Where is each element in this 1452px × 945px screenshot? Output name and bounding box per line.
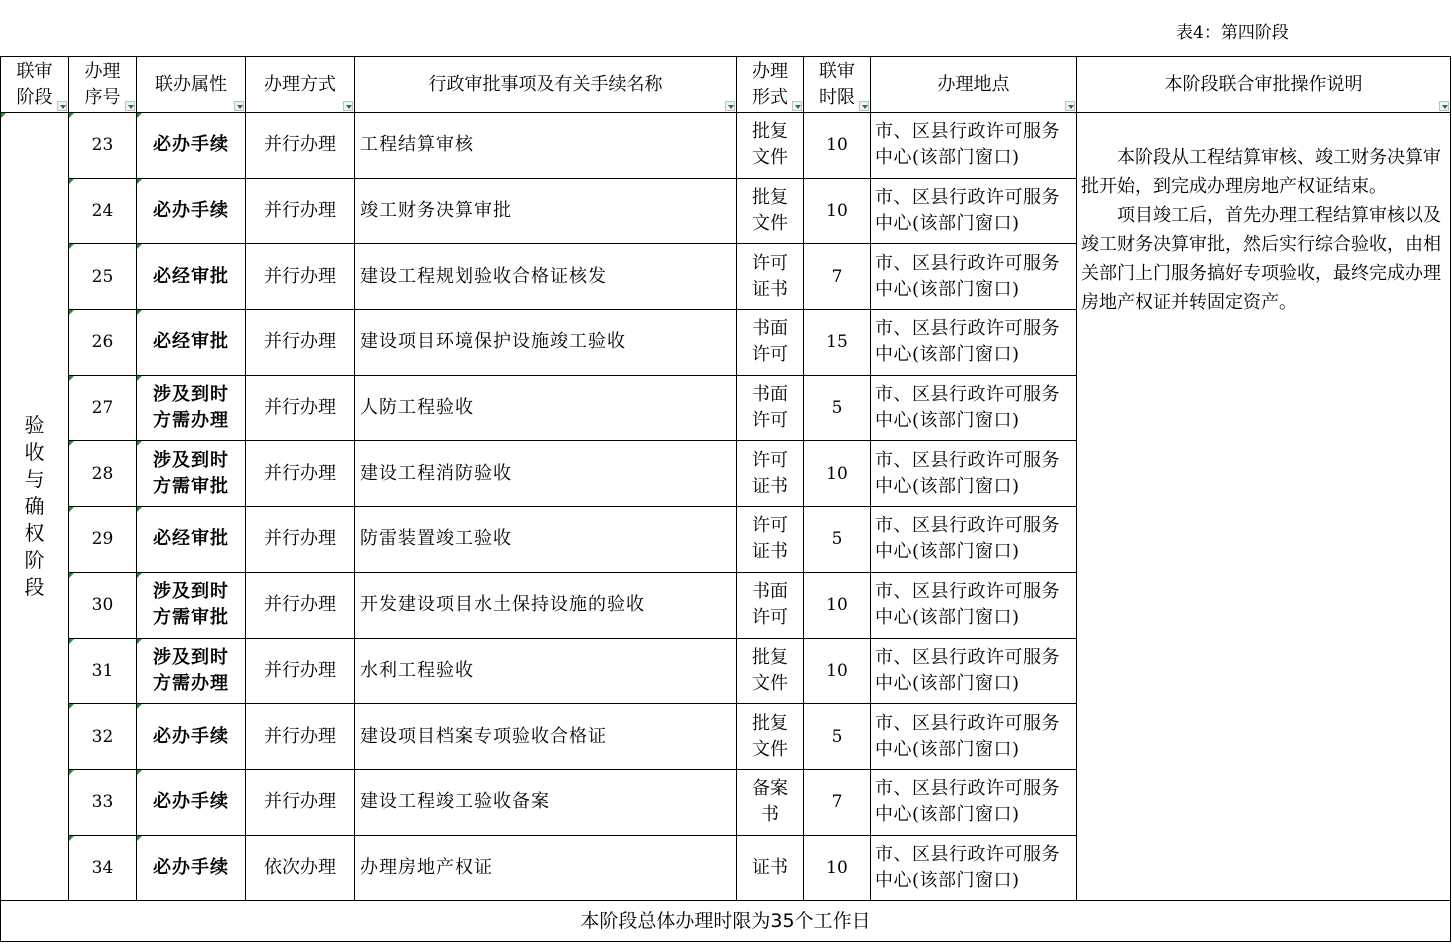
location-cell[interactable]: 市、区县行政许可服务中心(该部门窗口) xyxy=(871,638,1077,704)
attr-cell[interactable]: 必办手续 xyxy=(137,704,246,770)
attr-cell[interactable]: 涉及到时 方需审批 xyxy=(137,441,246,507)
attr-cell[interactable]: 必经审批 xyxy=(137,507,246,573)
form-cell[interactable]: 证书 xyxy=(737,835,804,901)
item-name-cell[interactable]: 建设工程竣工验收备案 xyxy=(355,769,737,835)
seq-cell[interactable]: 25 xyxy=(69,244,137,310)
item-name-cell[interactable]: 建设项目档案专项验收合格证 xyxy=(355,704,737,770)
location-cell[interactable]: 市、区县行政许可服务中心(该部门窗口) xyxy=(871,769,1077,835)
limit-cell[interactable]: 5 xyxy=(804,375,871,441)
seq-cell[interactable]: 33 xyxy=(69,769,137,835)
cell-marker-icon xyxy=(69,244,74,249)
method-cell[interactable]: 并行办理 xyxy=(246,310,355,376)
attr-cell[interactable]: 涉及到时 方需审批 xyxy=(137,572,246,638)
filter-dropdown-icon[interactable] xyxy=(1065,101,1075,111)
limit-cell[interactable]: 15 xyxy=(804,310,871,376)
cell-marker-icon xyxy=(1,113,6,118)
header-seq[interactable]: 办理 序号 xyxy=(69,57,137,113)
seq-cell[interactable]: 27 xyxy=(69,375,137,441)
total-time-limit[interactable]: 本阶段总体办理时限为35个工作日 xyxy=(1,901,1451,942)
form-cell[interactable]: 批复 文件 xyxy=(737,113,804,179)
filter-dropdown-icon[interactable] xyxy=(125,101,135,111)
header-form[interactable]: 办理 形式 xyxy=(737,57,804,113)
header-attr[interactable]: 联办属性 xyxy=(137,57,246,113)
filter-dropdown-icon[interactable] xyxy=(343,101,353,111)
item-name-cell[interactable]: 开发建设项目水土保持设施的验收 xyxy=(355,572,737,638)
seq-cell[interactable]: 31 xyxy=(69,638,137,704)
method-cell[interactable]: 依次办理 xyxy=(246,835,355,901)
footer-row xyxy=(1,901,1451,942)
cell-marker-icon xyxy=(137,507,142,512)
cell-marker-icon xyxy=(137,836,142,841)
method-cell[interactable]: 并行办理 xyxy=(246,507,355,573)
method-cell[interactable]: 并行办理 xyxy=(246,244,355,310)
approval-table xyxy=(0,56,1451,942)
filter-dropdown-icon[interactable] xyxy=(792,101,802,111)
cell-marker-icon xyxy=(137,179,142,184)
location-cell[interactable]: 市、区县行政许可服务中心(该部门窗口) xyxy=(871,572,1077,638)
attr-cell[interactable]: 必办手续 xyxy=(137,835,246,901)
attr-cell[interactable]: 必办手续 xyxy=(137,769,246,835)
seq-cell[interactable]: 24 xyxy=(69,178,137,244)
method-cell[interactable]: 并行办理 xyxy=(246,638,355,704)
seq-cell[interactable]: 26 xyxy=(69,310,137,376)
method-cell[interactable]: 并行办理 xyxy=(246,375,355,441)
form-cell[interactable]: 书面 许可 xyxy=(737,310,804,376)
item-name-cell[interactable]: 工程结算审核 xyxy=(355,113,737,179)
table-caption: 表4：第四阶段 xyxy=(1176,23,1289,43)
location-cell[interactable]: 市、区县行政许可服务中心(该部门窗口) xyxy=(871,113,1077,179)
header-location[interactable]: 办理地点 xyxy=(871,57,1077,113)
seq-cell[interactable]: 28 xyxy=(69,441,137,507)
form-cell[interactable]: 书面 许可 xyxy=(737,375,804,441)
location-cell[interactable]: 市、区县行政许可服务中心(该部门窗口) xyxy=(871,835,1077,901)
method-cell[interactable]: 并行办理 xyxy=(246,441,355,507)
attr-cell[interactable]: 必经审批 xyxy=(137,244,246,310)
cell-marker-icon xyxy=(137,441,142,446)
form-cell[interactable]: 批复 文件 xyxy=(737,704,804,770)
method-cell[interactable]: 并行办理 xyxy=(246,572,355,638)
location-cell[interactable]: 市、区县行政许可服务中心(该部门窗口) xyxy=(871,704,1077,770)
method-cell[interactable]: 并行办理 xyxy=(246,178,355,244)
location-cell[interactable]: 市、区县行政许可服务中心(该部门窗口) xyxy=(871,310,1077,376)
header-limit[interactable]: 联审 时限 xyxy=(804,57,871,113)
filter-dropdown-icon[interactable] xyxy=(1439,101,1449,111)
cell-marker-icon xyxy=(137,573,142,578)
location-cell[interactable]: 市、区县行政许可服务中心(该部门窗口) xyxy=(871,507,1077,573)
cell-marker-icon xyxy=(137,704,142,709)
method-cell[interactable]: 并行办理 xyxy=(246,113,355,179)
item-name-cell[interactable]: 防雷装置竣工验收 xyxy=(355,507,737,573)
limit-cell[interactable]: 7 xyxy=(804,244,871,310)
cell-marker-icon xyxy=(69,441,74,446)
limit-cell[interactable]: 10 xyxy=(804,441,871,507)
cell-marker-icon xyxy=(69,770,74,775)
seq-cell[interactable]: 34 xyxy=(69,835,137,901)
limit-cell[interactable]: 10 xyxy=(804,178,871,244)
cell-marker-icon xyxy=(69,376,74,381)
attr-cell[interactable]: 必办手续 xyxy=(137,113,246,179)
header-row xyxy=(1,57,1451,113)
form-cell[interactable]: 书面 许可 xyxy=(737,572,804,638)
stage-label[interactable]: 验 收 与 确 权 阶 段 xyxy=(1,113,69,901)
item-name-cell[interactable]: 建设项目环境保护设施竣工验收 xyxy=(355,310,737,376)
attr-cell[interactable]: 涉及到时 方需办理 xyxy=(137,375,246,441)
item-name-cell[interactable]: 建设工程消防验收 xyxy=(355,441,737,507)
cell-marker-icon xyxy=(69,836,74,841)
form-cell[interactable]: 批复 文件 xyxy=(737,638,804,704)
seq-cell[interactable]: 30 xyxy=(69,572,137,638)
item-name-cell[interactable]: 建设工程规划验收合格证核发 xyxy=(355,244,737,310)
header-stage[interactable]: 联审 阶段 xyxy=(1,57,69,113)
header-item[interactable]: 行政审批事项及有关手续名称 xyxy=(355,57,737,113)
filter-dropdown-icon[interactable] xyxy=(859,101,869,111)
cell-marker-icon xyxy=(137,376,142,381)
header-note[interactable]: 本阶段联合审批操作说明 xyxy=(1077,57,1451,113)
limit-cell[interactable]: 5 xyxy=(804,507,871,573)
filter-dropdown-icon[interactable] xyxy=(57,101,67,111)
cell-marker-icon xyxy=(137,310,142,315)
limit-cell[interactable]: 10 xyxy=(804,572,871,638)
header-method[interactable]: 办理方式 xyxy=(246,57,355,113)
note-paragraph: 项目竣工后，首先办理工程结算审核以及竣工财务决算审批，然后实行综合验收，由相关部门上门服务搞好专项验收，最终完成办理房地产权证并转固定资产。 xyxy=(1081,205,1441,313)
item-name-cell[interactable]: 人防工程验收 xyxy=(355,375,737,441)
cell-marker-icon xyxy=(69,573,74,578)
cell-marker-icon xyxy=(137,113,142,118)
stage-note[interactable] xyxy=(1077,113,1451,901)
location-cell[interactable]: 市、区县行政许可服务中心(该部门窗口) xyxy=(871,375,1077,441)
limit-cell[interactable]: 7 xyxy=(804,769,871,835)
method-cell[interactable]: 并行办理 xyxy=(246,704,355,770)
cell-marker-icon xyxy=(69,310,74,315)
note-paragraph: 本阶段从工程结算审核、竣工财务决算审批开始，到完成办理房地产权证结束。 xyxy=(1081,147,1441,197)
cell-marker-icon xyxy=(69,113,74,118)
table-row xyxy=(1,113,1451,179)
cell-marker-icon xyxy=(69,639,74,644)
seq-cell[interactable]: 29 xyxy=(69,507,137,573)
item-name-cell[interactable]: 办理房地产权证 xyxy=(355,835,737,901)
seq-cell[interactable]: 23 xyxy=(69,113,137,179)
attr-cell[interactable]: 涉及到时 方需办理 xyxy=(137,638,246,704)
limit-cell[interactable]: 10 xyxy=(804,113,871,179)
form-cell[interactable]: 许可 证书 xyxy=(737,244,804,310)
limit-cell[interactable]: 10 xyxy=(804,835,871,901)
attr-cell[interactable]: 必办手续 xyxy=(137,178,246,244)
form-cell[interactable]: 备案 书 xyxy=(737,769,804,835)
method-cell[interactable]: 并行办理 xyxy=(246,769,355,835)
location-cell[interactable]: 市、区县行政许可服务中心(该部门窗口) xyxy=(871,178,1077,244)
attr-cell[interactable]: 必经审批 xyxy=(137,310,246,376)
form-cell[interactable]: 许可 证书 xyxy=(737,441,804,507)
cell-marker-icon xyxy=(69,179,74,184)
location-cell[interactable]: 市、区县行政许可服务中心(该部门窗口) xyxy=(871,441,1077,507)
filter-dropdown-icon[interactable] xyxy=(725,101,735,111)
location-cell[interactable]: 市、区县行政许可服务中心(该部门窗口) xyxy=(871,244,1077,310)
limit-cell[interactable]: 5 xyxy=(804,704,871,770)
form-cell[interactable]: 许可 证书 xyxy=(737,507,804,573)
seq-cell[interactable]: 32 xyxy=(69,704,137,770)
cell-marker-icon xyxy=(69,507,74,512)
item-name-cell[interactable]: 水利工程验收 xyxy=(355,638,737,704)
filter-dropdown-icon[interactable] xyxy=(234,101,244,111)
limit-cell[interactable]: 10 xyxy=(804,638,871,704)
form-cell[interactable]: 批复 文件 xyxy=(737,178,804,244)
cell-marker-icon xyxy=(137,244,142,249)
item-name-cell[interactable]: 竣工财务决算审批 xyxy=(355,178,737,244)
cell-marker-icon xyxy=(137,770,142,775)
cell-marker-icon xyxy=(69,704,74,709)
cell-marker-icon xyxy=(137,639,142,644)
